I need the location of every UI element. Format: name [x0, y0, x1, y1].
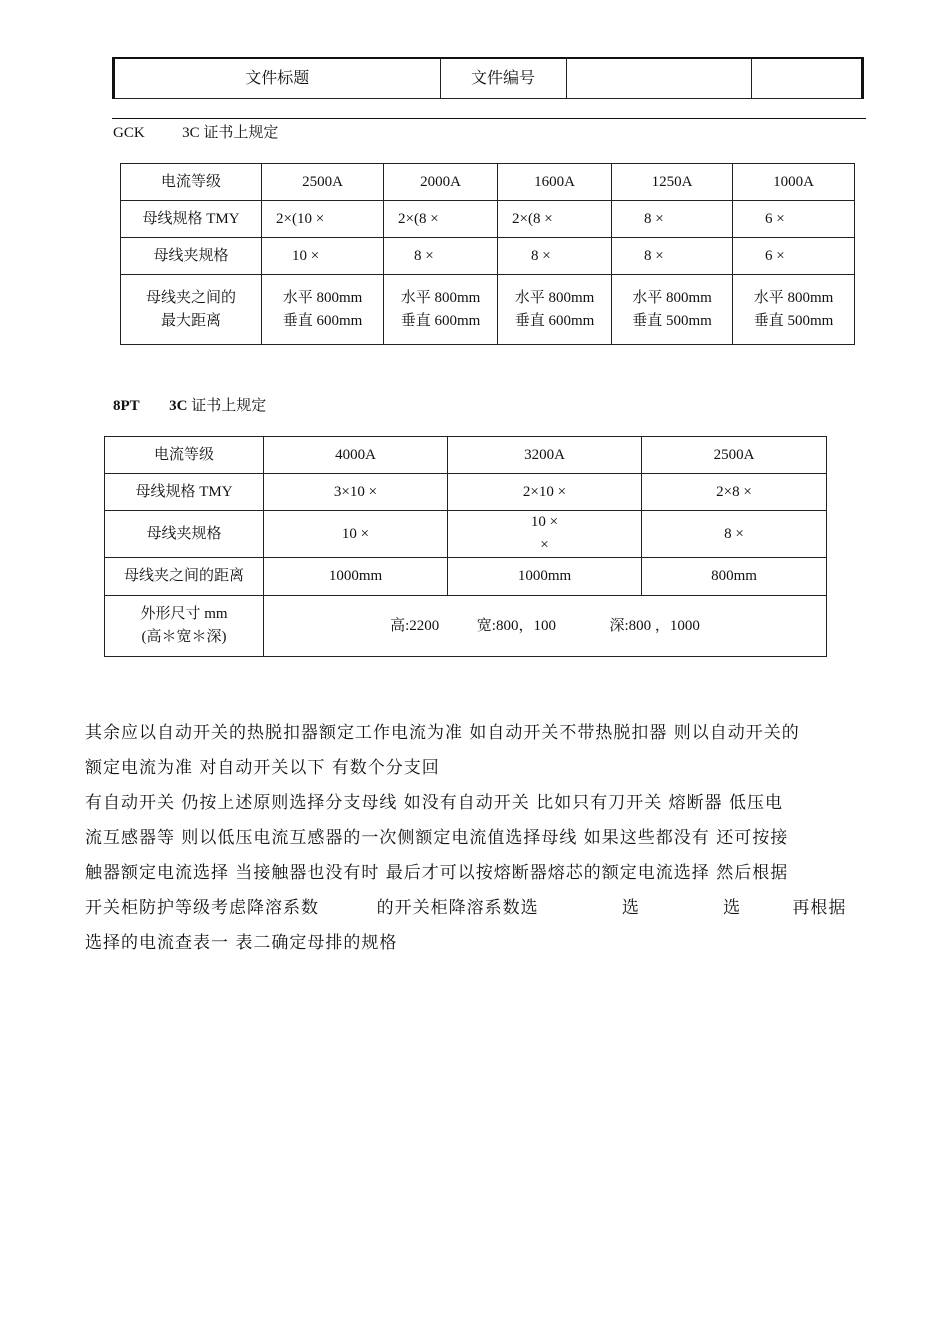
- gck-cell: [262, 275, 384, 345]
- pt-caption-text: 证书上规定: [191, 398, 267, 414]
- gck-cell-line: 垂直 600mm: [514, 312, 595, 329]
- gck-caption-text: 3C 证书上规定: [182, 125, 279, 141]
- pt-col-label: 电流等级: [105, 437, 264, 474]
- doc-title-label: 文件标题: [115, 59, 440, 98]
- gck-row-label: 母线夹规格: [121, 238, 262, 275]
- pt-cell: 3×10 ×: [264, 474, 448, 511]
- doc-number-value: [566, 59, 751, 98]
- pt-caption: [113, 394, 266, 415]
- pt-caption-code2: 3C: [169, 398, 188, 414]
- pt-row-label: 母线夹之间的距离: [105, 558, 264, 596]
- pt-cell: 1000mm: [264, 558, 448, 596]
- gck-row-tmy: [121, 201, 855, 238]
- pt-header-row: [105, 437, 827, 474]
- pt-cell-line: ×: [540, 537, 549, 553]
- pt-cell: 10 ×: [264, 511, 448, 558]
- gck-cell-line: 水平 800mm: [282, 289, 363, 306]
- gck-cell-line: 水平 800mm: [514, 289, 595, 306]
- pt-cell: 2×10 ×: [448, 474, 642, 511]
- pt-row-label-line1: 外形尺寸 mm: [140, 606, 228, 622]
- gck-col-1000a: 1000A: [733, 164, 855, 201]
- pt-row-distance: [105, 558, 827, 596]
- pt-row-label: 母线夹规格: [105, 511, 264, 558]
- paragraph-line: 开关柜防护等级考虑降溶系数 的开关柜降溶系数选 选 选 再根据: [85, 898, 847, 918]
- gck-cell: 6 ×: [733, 201, 855, 238]
- pt-cell: 1000mm: [448, 558, 642, 596]
- pt-dim-height: 高:2200: [390, 617, 440, 634]
- pt-dim-depth: 深:800 ，1000: [609, 617, 700, 634]
- paragraph-line: 流互感器等 则以低压电流互感器的一次侧额定电流值选择母线 如果这些都没有 还可按接: [85, 828, 789, 848]
- pt-cell: 8 ×: [642, 511, 827, 558]
- gck-cell-line: 水平 800mm: [753, 289, 834, 306]
- gck-cell-line: 水平 800mm: [632, 289, 712, 306]
- pt-col-4000a: 4000A: [264, 437, 448, 474]
- pt-cell: 2×8 ×: [642, 474, 827, 511]
- gck-cell: 8 ×: [498, 238, 612, 275]
- pt-table: [104, 436, 827, 657]
- gck-cell: 10 ×: [262, 238, 384, 275]
- pt-row-label-line2: (高＊宽＊深): [141, 629, 227, 645]
- gck-cell: 2×(8 ×: [384, 201, 498, 238]
- gck-row-distance: [121, 275, 855, 345]
- gck-cell: 8 ×: [612, 201, 733, 238]
- gck-cell: 8 ×: [612, 238, 733, 275]
- gck-row-label-line2: 最大距离: [160, 312, 221, 329]
- pt-dimensions-cell: [264, 596, 827, 657]
- gck-col-2500a: 2500A: [262, 164, 384, 201]
- gck-cell-line: 水平 800mm: [400, 289, 481, 306]
- gck-row-label: 母线规格 TMY: [121, 201, 262, 238]
- pt-row-label: [105, 596, 264, 657]
- gck-table: [120, 163, 855, 345]
- gck-col-label: 电流等级: [121, 164, 262, 201]
- gck-cell-line: 垂直 500mm: [753, 312, 834, 329]
- pt-cell: 800mm: [642, 558, 827, 596]
- gck-caption-code: GCK: [113, 125, 145, 141]
- gck-header-row: [121, 164, 855, 201]
- gck-cell: 2×(10 ×: [262, 201, 384, 238]
- gck-cell: [384, 275, 498, 345]
- gck-col-1600a: 1600A: [498, 164, 612, 201]
- gck-cell: [498, 275, 612, 345]
- gck-cell-line: 垂直 600mm: [282, 312, 363, 329]
- gck-row-label-line1: 母线夹之间的: [145, 289, 236, 306]
- pt-dim-width: 宽:800，100: [476, 617, 556, 634]
- paragraph-line: 触器额定电流选择 当接触器也没有时 最后才可以按熔断器熔芯的额定电流选择 然后根据: [85, 863, 789, 883]
- body-paragraph: [85, 716, 851, 961]
- gck-cell-line: 垂直 600mm: [400, 312, 481, 329]
- gck-col-2000a: 2000A: [384, 164, 498, 201]
- pt-row-tmy: [105, 474, 827, 511]
- gck-cell: [612, 275, 733, 345]
- header-rule: [112, 118, 866, 119]
- gck-row-clamp: [121, 238, 855, 275]
- gck-cell: 2×(8 ×: [498, 201, 612, 238]
- pt-row-clamp: [105, 511, 827, 558]
- gck-caption: [113, 121, 278, 142]
- pt-row-label: 母线规格 TMY: [105, 474, 264, 511]
- pt-col-3200a: 3200A: [448, 437, 642, 474]
- header-extra-cell: [751, 59, 861, 98]
- pt-cell-line: 10 ×: [530, 514, 559, 530]
- pt-row-dimensions: [105, 596, 827, 657]
- pt-col-2500a: 2500A: [642, 437, 827, 474]
- paragraph-line: 选择的电流查表一 表二确定母排的规格: [85, 933, 398, 953]
- gck-cell: 6 ×: [733, 238, 855, 275]
- gck-row-label: [121, 275, 262, 345]
- gck-cell-line: 垂直 500mm: [632, 312, 712, 329]
- pt-cell: [448, 511, 642, 558]
- paragraph-line: 额定电流为准 对自动开关以下 有数个分支回: [85, 758, 440, 778]
- doc-number-label: 文件编号: [440, 59, 566, 98]
- gck-col-1250a: 1250A: [612, 164, 733, 201]
- gck-cell: 8 ×: [384, 238, 498, 275]
- pt-caption-code: 8PT: [113, 398, 140, 414]
- paragraph-line: 其余应以自动开关的热脱扣器额定工作电流为准 如自动开关不带热脱扣器 则以自动开关的: [85, 723, 800, 743]
- paragraph-line: 有自动开关 仍按上述原则选择分支母线 如没有自动开关 比如只有刀开关 熔断器 低压电: [85, 793, 784, 813]
- header-table: [115, 59, 861, 99]
- gck-cell: [733, 275, 855, 345]
